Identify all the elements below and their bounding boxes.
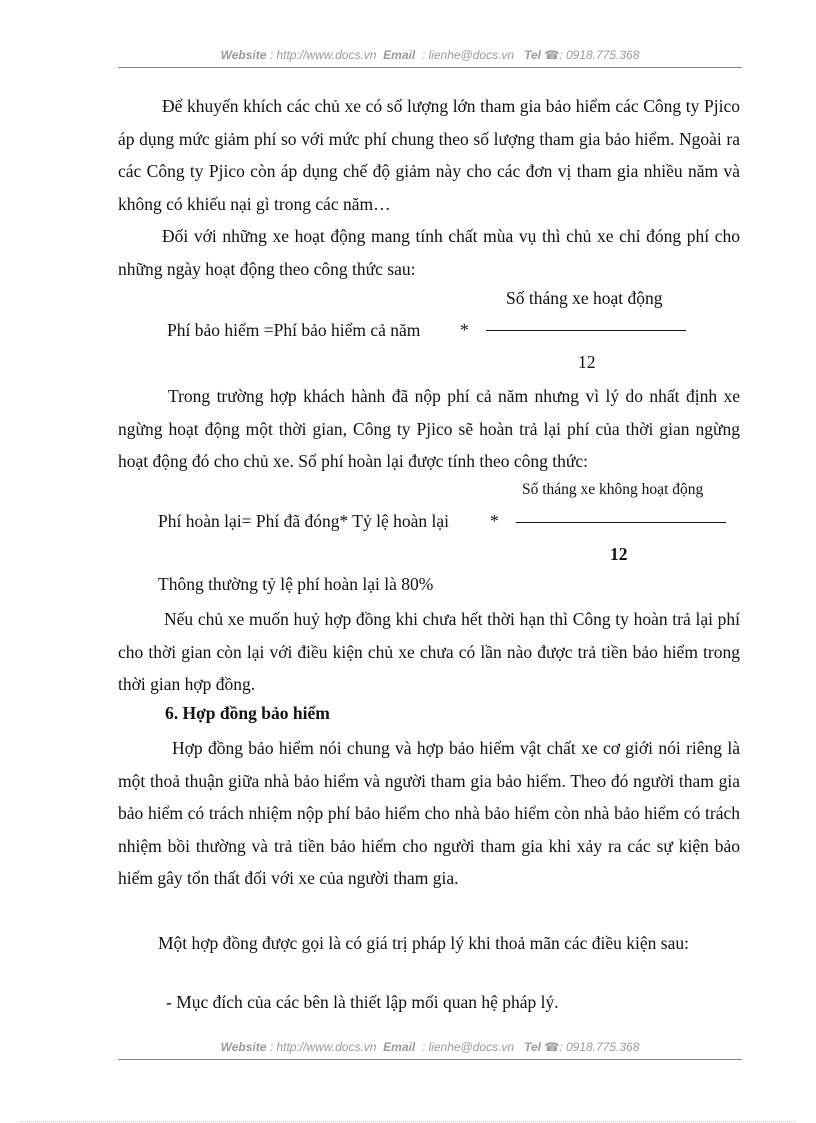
footer-tel-value: ☎: 0918.775.368 [544,1040,640,1054]
paragraph-refund-rate: Thông thường tỷ lệ phí hoàn lại là 80% [158,574,434,594]
paragraph-legal-conditions: Một hợp đồng được gọi là có giá trị pháp lý khi thoả mãn các điều kiện sau: [158,933,689,953]
page-header [118,48,742,62]
formula2-denominator: 12 [610,544,628,564]
formula1-denominator: 12 [578,352,596,372]
formula2-numerator: Số tháng xe không hoạt động [522,481,704,498]
header-website-value[interactable]: : http://www.docs.vn [269,48,377,62]
header-website-label: Website [220,48,267,62]
paragraph-seasonal: Đối với những xe hoạt động mang tính chất mùa vụ thì chủ xe chỉ đóng phí cho những ngày hoạt động theo công thức sau: [118,226,740,279]
paragraph-contract-definition: Hợp đồng bảo hiểm nói chung và hợp bảo hiểm vật chất xe cơ giới nói riêng là một thoả thuận giữa nhà bảo hiểm và người tham gia bảo hiểm. Theo đó người tham gia bảo hiểm có trách nhiệm nộp phí bảo hiểm cho nhà bảo hiểm còn nhà bảo hiểm có trách nhiệm bồi thường và trả tiền bảo hiểm cho người tham gia khi xảy ra các sự kiện bảo hiểm gây tổn thất đối với xe của người tham gia. [118,738,740,888]
formula1-numerator: Số tháng xe hoạt động [506,288,663,308]
formula1-lhs: Phí bảo hiểm =Phí bảo hiểm cả năm [167,320,421,340]
footer-website-value[interactable]: : http://www.docs.vn [269,1040,377,1054]
header-tel-label: Tel [524,48,541,62]
header-tel-value: ☎: 0918.775.368 [544,48,640,62]
footer-website-label: Website [220,1040,267,1054]
footer-email-value[interactable]: : lienhe@docs.vn [421,1040,515,1054]
footer-rule [118,1059,742,1060]
paragraph-refund: Trong trường hợp khách hành đã nộp phí cả năm nhưng vì lý do nhất định xe ngừng hoạt động một thời gian, Công ty Pjico sẽ hoàn trả lại phí của thời gian ngừng hoạt động đó cho chủ xe. Số phí hoàn lại được tính theo công thức: [118,386,740,471]
footer-tel-label: Tel [524,1040,541,1054]
page-footer [118,1040,742,1054]
formula2-fraction-bar [516,522,726,523]
footer-email-label: Email [383,1040,416,1054]
header-email-value[interactable]: : lienhe@docs.vn [421,48,515,62]
formula2-operator: * [490,511,499,531]
paragraph-cancellation: Nếu chủ xe muốn huỷ hợp đồng khi chưa hết thời hạn thì Công ty hoàn trả lại phí cho thời gian còn lại với điều kiện chủ xe chưa có lần nào được trả tiền bảo hiểm trong thời gian hợp đồng. [118,609,740,694]
paragraph-discount: Để khuyến khích các chủ xe có số lượng lớn tham gia bảo hiểm các Công ty Pjico áp dụng mức giảm phí so với mức phí chung theo số lượng tham gia bảo hiểm. Ngoài ra các Công ty Pjico còn áp dụng chế độ giảm này cho các đơn vị tham gia nhiều năm và không có khiếu nại gì trong các năm… [118,96,740,214]
formula1-fraction-bar [486,330,686,331]
header-rule [118,67,742,68]
formula2-lhs: Phí hoàn lại= Phí đã đóng* Tỷ lệ hoàn lại [158,511,449,531]
page-edge-divider [20,1121,796,1122]
header-email-label: Email [383,48,416,62]
list-item: - Mục đích của các bên là thiết lập mối quan hệ pháp lý. [166,992,559,1012]
section-heading-contract: 6. Hợp đồng bảo hiểm [165,703,330,723]
formula1-operator: * [460,320,469,340]
